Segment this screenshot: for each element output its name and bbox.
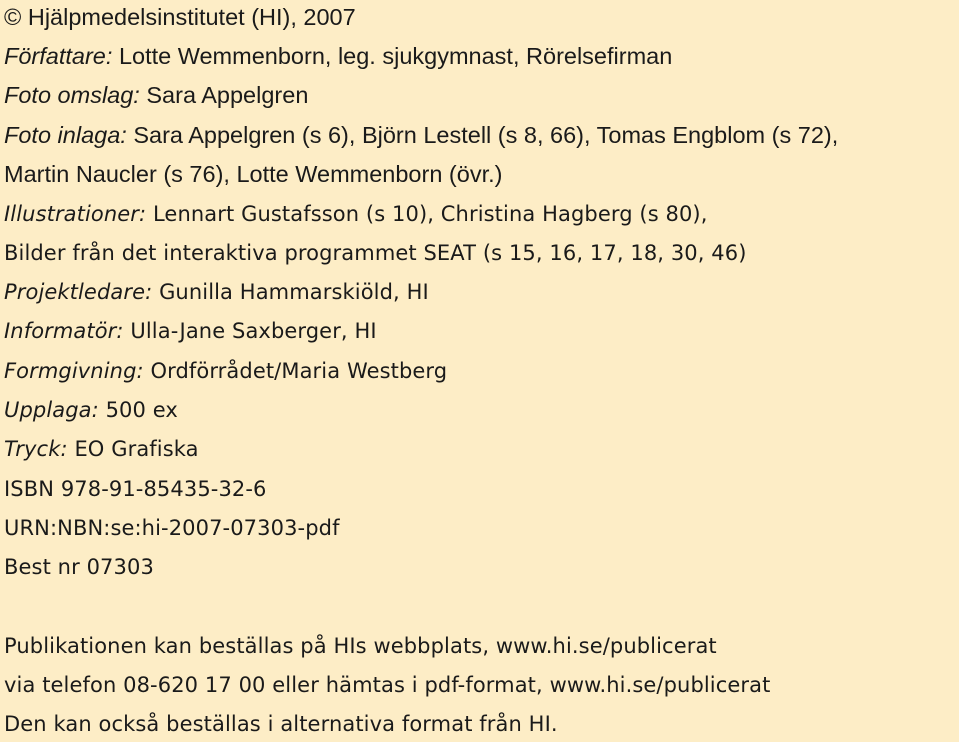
author-value: Lotte Wemmenborn, leg. sjukgymnast, Rörelsefirman	[118, 43, 673, 69]
informant-label: Informatör:	[4, 319, 124, 343]
inside-photo-label: Foto inlaga:	[4, 122, 127, 148]
design-label: Formgivning:	[4, 359, 144, 383]
author-label: Författare:	[4, 43, 113, 69]
ordering-line-1: Publikationen kan beställas på HIs webbplats, www.hi.se/publicerat	[4, 634, 717, 658]
edition-value: 500 ex	[105, 398, 178, 422]
informant-value: Ulla-Jane Saxberger, HI	[130, 319, 377, 343]
illustrations-label: Illustrationer:	[4, 202, 147, 226]
edition-line	[4, 395, 178, 425]
cover-photo-value: Sara Appelgren	[146, 82, 309, 108]
copyright-line: © Hjälpmedelsinstitutet (HI), 2007	[4, 4, 356, 30]
print-label: Tryck:	[4, 437, 68, 461]
project-lead-line	[4, 277, 429, 307]
project-lead-value: Gunilla Hammarskiöld, HI	[159, 280, 429, 304]
print-line	[4, 434, 199, 464]
informant-line	[4, 316, 377, 346]
author-line	[4, 41, 672, 71]
inside-photo-value: Sara Appelgren (s 6), Björn Lestell (s 8, 66), Tomas Engblom (s 72),	[133, 122, 839, 148]
cover-photo-label: Foto omslag:	[4, 82, 140, 108]
inside-photo-line-continued: Martin Naucler (s 76), Lotte Wemmenborn (övr.)	[4, 161, 503, 187]
print-value: EO Grafiska	[74, 437, 199, 461]
design-line	[4, 356, 447, 386]
order-number-line: Best nr 07303	[4, 555, 154, 579]
design-value: Ordförrådet/Maria Westberg	[150, 359, 448, 383]
cover-photo-line	[4, 80, 308, 110]
illustrations-value: Lennart Gustafsson (s 10), Christina Hagberg (s 80),	[153, 202, 708, 226]
illustrations-line	[4, 199, 708, 229]
illustrations-line-continued: Bilder från det interaktiva programmet SEAT (s 15, 16, 17, 18, 30, 46)	[4, 241, 747, 265]
project-lead-label: Projektledare:	[4, 280, 153, 304]
isbn-line: ISBN 978-91-85435-32-6	[4, 477, 267, 501]
ordering-line-3: Den kan också beställas i alternativa format från HI.	[4, 712, 558, 736]
inside-photo-line	[4, 120, 838, 150]
edition-label: Upplaga:	[4, 398, 99, 422]
urn-line: URN:NBN:se:hi-2007-07303-pdf	[4, 516, 340, 540]
ordering-line-2: via telefon 08-620 17 00 eller hämtas i pdf-format, www.hi.se/publicerat	[4, 673, 771, 697]
